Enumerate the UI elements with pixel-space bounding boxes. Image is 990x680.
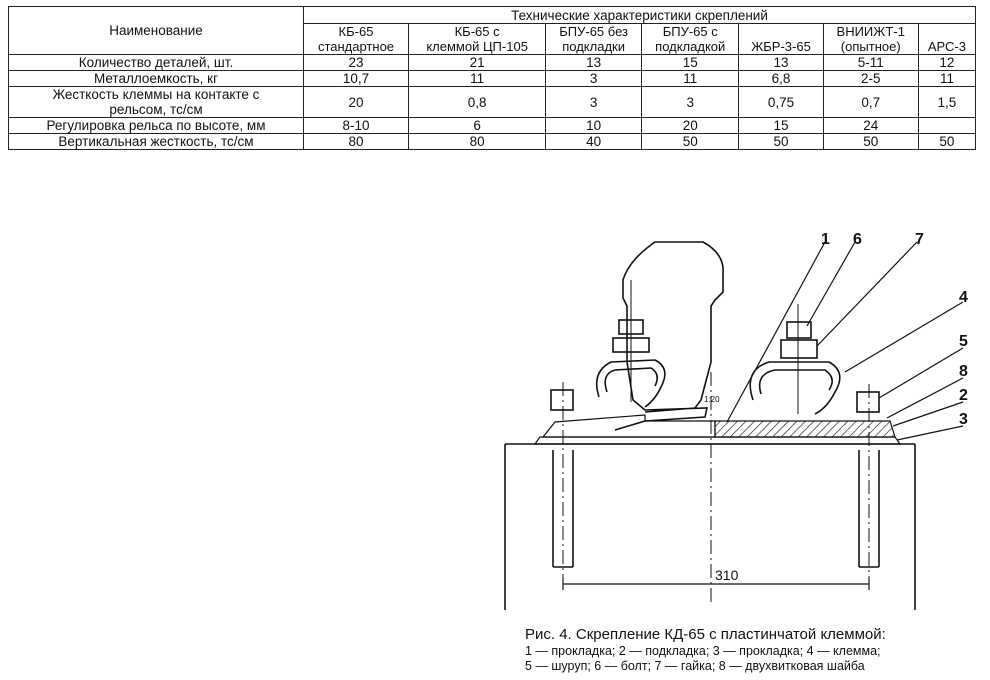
row-name: [9, 55, 304, 71]
column-header: [823, 24, 918, 55]
column-header-line: (опытное): [840, 39, 901, 54]
right-screw-head: [857, 392, 879, 412]
column-header: [918, 24, 975, 55]
table-cell: 13: [739, 55, 823, 71]
table-cell: 0,7: [823, 87, 918, 118]
row-name: [9, 71, 304, 87]
callout-7: 7: [915, 231, 924, 248]
group-header: Технические характеристики скреплений: [304, 7, 976, 24]
column-header-line: подкладкой: [655, 39, 726, 54]
table-cell: 0,8: [408, 87, 545, 118]
row-name-line: рельсом, тс/см: [109, 102, 203, 117]
row-name: [9, 87, 304, 118]
table-cell: 15: [641, 55, 738, 71]
row-name: [9, 134, 304, 150]
table-cell: 10,7: [304, 71, 409, 87]
name-header: Наименование: [9, 7, 304, 55]
callout-labels: [821, 231, 968, 428]
table-cell: 11: [408, 71, 545, 87]
callout-2: 2: [959, 387, 968, 404]
table-body: [9, 55, 976, 150]
table-row: [9, 55, 976, 71]
table-cell: 3: [546, 71, 642, 87]
table-cell: 20: [641, 118, 738, 134]
column-header: [739, 24, 823, 55]
kd65-fastening-drawing: [495, 222, 975, 620]
sleeper: [505, 444, 915, 610]
table-row: [9, 118, 976, 134]
table-cell: 6: [408, 118, 545, 134]
table-cell: 6,8: [739, 71, 823, 87]
right-washer: [781, 340, 817, 358]
column-header-line: АРС-3: [927, 39, 967, 54]
column-header-line: клеммой ЦП-105: [426, 39, 528, 54]
table-cell: 11: [918, 71, 975, 87]
table-cell: 12: [918, 55, 975, 71]
table-cell: 80: [304, 134, 409, 150]
callout-3: 3: [959, 411, 968, 428]
row-name: [9, 118, 304, 134]
row-name-line: Жесткость клеммы на контакте с: [52, 87, 260, 102]
row-name-line: Металлоемкость, кг: [93, 71, 219, 86]
leader-4: [845, 302, 963, 372]
column-header-line: БПУ-65 без: [559, 24, 628, 39]
leader-lines: [727, 242, 963, 440]
column-header-line: БПУ-65 с: [662, 24, 718, 39]
table-cell: 40: [546, 134, 642, 150]
table-row: [9, 134, 976, 150]
callout-6: 6: [853, 231, 862, 248]
table-cell: 3: [546, 87, 642, 118]
column-header-line: стандартное: [317, 39, 395, 54]
column-header: [408, 24, 545, 55]
leader-7: [817, 242, 917, 346]
caption-legend-line-1: 1 — прокладка; 2 — подкладка; 3 — прокладка; 4 — клемма;: [525, 644, 881, 658]
table-cell: 2-5: [823, 71, 918, 87]
table-cell: 10: [546, 118, 642, 134]
table-cell: [918, 118, 975, 134]
column-header: [304, 24, 409, 55]
right-clamp-inner: [760, 370, 833, 394]
caption-title: Рис. 4. Скрепление КД-65 с пластинчатой клеммой:: [525, 626, 886, 643]
row-name-line: Вертикальная жесткость, тс/см: [58, 134, 254, 149]
table-cell: 21: [408, 55, 545, 71]
table-cell: 8-10: [304, 118, 409, 134]
table-cell: 50: [739, 134, 823, 150]
column-header-line: КБ-65 с: [454, 24, 500, 39]
table-cell: 13: [546, 55, 642, 71]
row-name-line: Количество деталей, шт.: [78, 55, 234, 70]
column-header-line: подкладки: [562, 39, 625, 54]
table-cell: 11: [641, 71, 738, 87]
pad-3: [535, 437, 900, 444]
dimension-label: 310: [715, 567, 739, 583]
table-cell: 3: [641, 87, 738, 118]
leader-2: [893, 402, 963, 426]
table-cell: 50: [823, 134, 918, 150]
leader-8: [887, 378, 963, 418]
column-header: [641, 24, 738, 55]
table-cell: 23: [304, 55, 409, 71]
leader-5: [879, 348, 963, 398]
column-header-line: ВНИИЖТ-1: [836, 24, 905, 39]
table-cell: 0,75: [739, 87, 823, 118]
table-cell: 24: [823, 118, 918, 134]
table-cell: 20: [304, 87, 409, 118]
row-name-line: Регулировка рельса по высоте, мм: [46, 118, 266, 133]
callout-4: 4: [959, 289, 968, 306]
column-header-line: КБ-65: [338, 24, 374, 39]
column-header-line: ЖБР-3-65: [751, 39, 811, 54]
table-row: [9, 71, 976, 87]
column-header: [546, 24, 642, 55]
callout-5: 5: [959, 333, 968, 350]
characteristics-table: [8, 6, 976, 150]
table-cell: 15: [739, 118, 823, 134]
pad-1: [715, 421, 895, 437]
table-row: [9, 87, 976, 118]
leader-3: [897, 426, 963, 440]
table-cell: 5-11: [823, 55, 918, 71]
table-cell: 50: [641, 134, 738, 150]
table-cell: 50: [918, 134, 975, 150]
table-cell: 1,5: [918, 87, 975, 118]
table-cell: 80: [408, 134, 545, 150]
slope-label: 1:20: [704, 395, 720, 404]
caption-legend-line-2: 5 — шуруп; 6 — болт; 7 — гайка; 8 — двухвитковая шайба: [525, 659, 865, 673]
left-screw-head: [551, 390, 573, 410]
callout-8: 8: [959, 363, 968, 380]
figure-caption: [525, 626, 975, 674]
callout-1: 1: [821, 231, 830, 248]
